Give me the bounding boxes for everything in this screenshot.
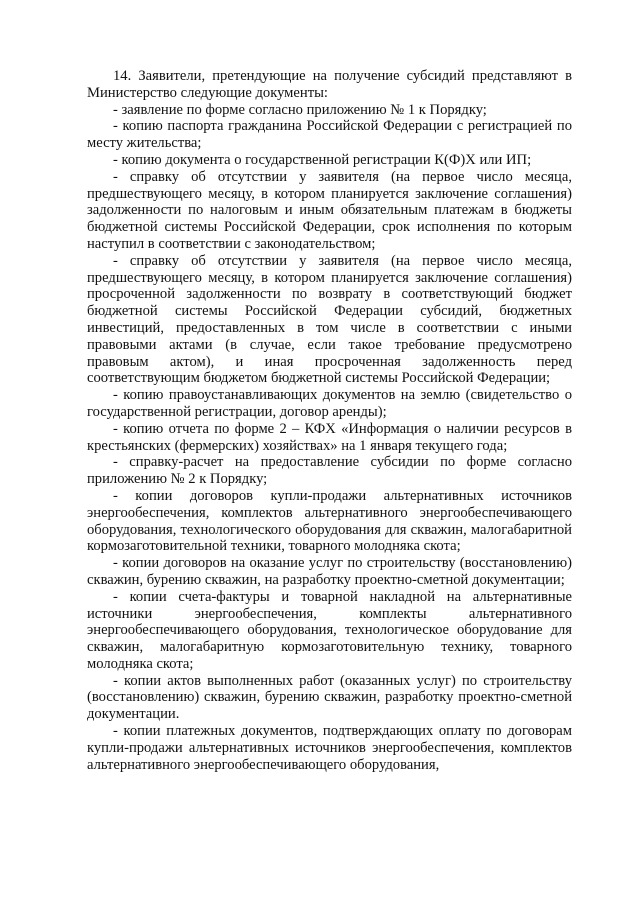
list-item: - копию отчета по форме 2 – КФХ «Информация о наличии ресурсов в крестьянских (фермерских) хозяйствах» на 1 января текущего года; bbox=[87, 420, 572, 454]
list-item: - справку об отсутствии у заявителя (на первое число месяца, предшествующего месяцу, в котором планируется заключение соглашения) просроченной задолженности по возврату в соответствующий бюджет бюджетной системы Российской Федерации субсидий, бюджетных инвестиций, предоставленных в том числе в соответствии с иными правовыми актами (в случае, если такое требование предусмотрено правовым актом), и иная просроченная задолженность перед соответствующим бюджетом бюджетной системы Российской Федерации; bbox=[87, 252, 572, 387]
list-item: - копии актов выполненных работ (оказанных услуг) по строительству (восстановлению) скважин, бурению скважин, разработку проектно-сметной документации. bbox=[87, 672, 572, 723]
list-item: - справку-расчет на предоставление субсидии по форме согласно приложению № 2 к Порядку; bbox=[87, 454, 572, 488]
list-item: - копию правоустанавливающих документов на землю (свидетельство о государственной регистрации, договор аренды); bbox=[87, 387, 572, 420]
list-item: - справку об отсутствии у заявителя (на первое число месяца, предшествующего месяцу, в котором планируется заключение соглашения) задолженности по налоговым и иным обязательным платежам в бюджеты бюджетной системы Российской Федерации, срок исполнения по которым наступил в соответствии с законодательством; bbox=[87, 168, 572, 252]
list-item: - копии счета-фактуры и товарной накладной на альтернативные источники энергообеспечения, комплекты альтернативного энергообеспечивающего оборудования, технологическое оборудование для скважин, малогабаритную кормозаготовительную технику, товарного молодняка скота; bbox=[87, 588, 572, 672]
document-page bbox=[87, 68, 572, 773]
list-item: - копию документа о государственной регистрации К(Ф)Х или ИП; bbox=[113, 151, 532, 168]
list-item: - копию паспорта гражданина Российской Федерации с регистрацией по месту жительства; bbox=[87, 118, 572, 152]
list-item: - копии договоров на оказание услуг по строительству (восстановлению) скважин, бурению скважин, на разработку проектно-сметной документации; bbox=[87, 555, 572, 588]
list-item: - копии платежных документов, подтверждающих оплату по договорам купли-продажи альтернативных источников энергообеспечения, комплектов альтернативного энергообеспечивающего оборудования, bbox=[87, 723, 572, 773]
list-item: - копии договоров купли-продажи альтернативных источников энергообеспечения, комплектов альтернативного энергообеспечивающего оборудования, технологического оборудования для скважин, малогабаритной кормозаготовительной техники, товарного молодняка скота; bbox=[87, 487, 572, 555]
paragraph-14-heading: 14. Заявители, претендующие на получение субсидий представляют в Министерство следующие документы: bbox=[87, 68, 572, 101]
list-item: - заявление по форме согласно приложению № 1 к Порядку; bbox=[113, 101, 487, 118]
